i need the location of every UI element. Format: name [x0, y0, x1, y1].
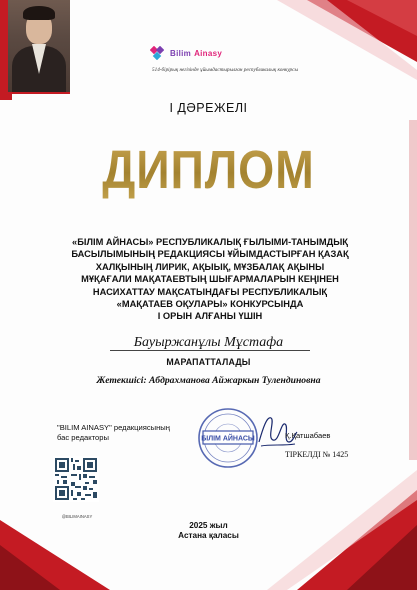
- bottom-left-red-decoration: [0, 490, 140, 590]
- issue-city: Астана қаласы: [178, 531, 239, 540]
- description-line: БАСЫЛЫМЫНЫҢ РЕДАКЦИЯСЫ ҰЙЫМДАСТЫРҒАН ҚАЗАҚ: [71, 249, 349, 260]
- recipient-name: Бауыржанұлы Мұстафа: [133, 335, 284, 350]
- description-line: НАСИХАТТАУ МАҚСАТЫНДАҒЫ РЕСПУБЛИКАЛЫҚ: [92, 286, 328, 297]
- logo-word-1: Bilim: [170, 48, 192, 58]
- description-line: «БІЛІМ АЙНАСЫ» РЕСПУБЛИКАЛЫҚ ҒЫЛЫМИ-ТАНЫМДЫҚ: [72, 237, 348, 247]
- bottom-right-red-decoration: [267, 470, 417, 590]
- editor-name: Қ.Қатшабаев: [285, 431, 331, 440]
- description-line: І ОРЫН АЛҒАНЫ ҮШІН: [157, 311, 263, 322]
- diploma-title: ДИПЛОМ: [29, 140, 388, 200]
- editor-title-line-1: "BILIM AINASY" редакциясының: [57, 423, 170, 432]
- description-line: ХАЛҚЫНЫҢ ЛИРИК, АҚЫЫҚ, МҰЗБАЛАҚ АҚЫНЫ: [95, 261, 325, 272]
- awarded-label: МАРАПАТТАЛАДЫ: [166, 357, 251, 367]
- logo-word-2: Ainasy: [194, 48, 223, 58]
- degree-heading: І ДӘРЕЖЕЛІ: [169, 101, 248, 115]
- official-stamp: [197, 407, 259, 469]
- description-line: «МАҚАТАЕВ ОҚУЛАРЫ» КОНКУРСЫНДА: [116, 299, 304, 310]
- logo-mark-icon: [150, 46, 164, 60]
- stamp-text: БІЛІМ АЙНАСЫ: [201, 435, 255, 443]
- recipient-underline: [110, 350, 310, 351]
- portrait-photo: [8, 0, 70, 94]
- description-line: МҰҚАҒАЛИ МАҚАТАЕВТЫҢ ШЫҒАРМАЛАРЫН КЕҢІНЕН: [81, 274, 339, 285]
- logo-text: [170, 49, 222, 58]
- brand-logo: [150, 46, 222, 60]
- editor-title: [57, 423, 187, 443]
- qr-code-icon: [53, 456, 99, 502]
- brand-subtitle: 514-бірірық негізінде ұйымдастырылған республикалық конкурсы: [152, 67, 298, 73]
- issue-year: 2025 жыл: [189, 521, 228, 530]
- registration-number: ТІРКЕЛДІ № 1425: [285, 450, 349, 459]
- supervisor-line: Жетекшісі: Абдрахманова Айжаркын Тулендиновна: [96, 375, 321, 386]
- editor-title-line-2: бас редакторы: [57, 433, 109, 442]
- award-description: [65, 236, 355, 323]
- right-edge-red-decoration: [403, 120, 417, 460]
- social-handle: @BILIMAINASY: [61, 514, 93, 519]
